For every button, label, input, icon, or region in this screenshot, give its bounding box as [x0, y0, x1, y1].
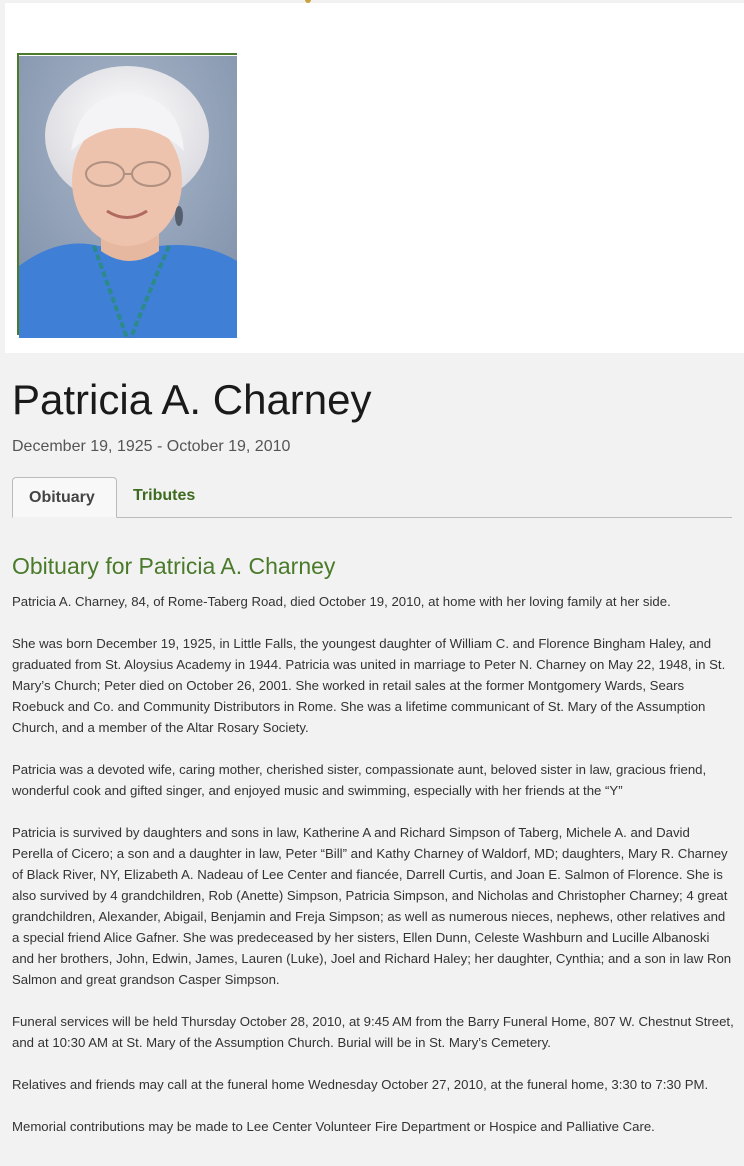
obituary-paragraph: Relatives and friends may call at the funeral home Wednesday October 27, 2010, at the funeral home, 3:30 to 7:30 PM.	[12, 1077, 709, 1092]
person-name: Patricia A. Charney	[12, 376, 372, 423]
obituary-paragraph: Patricia was a devoted wife, caring mother, cherished sister, compassionate aunt, beloved sister in law, gracious friend, wonderful cook and gifted singer, and enjoyed music and swimming, especially with her friends at the “Y”	[12, 762, 707, 798]
portrait-photo	[19, 56, 237, 338]
obituary-paragraph: Memorial contributions may be made to Lee Center Volunteer Fire Department or Hospice and Palliative Care.	[12, 1119, 655, 1134]
tab-tributes[interactable]: Tributes	[133, 487, 196, 504]
tab-obituary[interactable]: Obituary	[12, 477, 117, 518]
obituary-paragraph: Patricia is survived by daughters and sons in law, Katherine A and Richard Simpson of Taberg, Michele A. and David Perella of Cicero; a son and a daughter in law, Peter “Bill” and Kathy Charney of Waldorf, MD; daughters, Mary R. Charney of Black River, NY, Elizabeth A. Nadeau of Lee Center and fiancée, Darrell Curtis, and Joan E. Salmon of Florence. She is also survived by 4 grandchildren, Rob (Anette) Simpson, Patricia Simpson, and Nicholas and Christopher Charney; 4 great grandchildren, Alexander, Abigail, Benjamin and Freja Simpson; as well as numerous nieces, nephews, other relatives and a special friend Alice Gafner. She was predeceased by her sisters, Ellen Dunn, Celeste Washburn and Lucille Albanoski and her brothers, John, Edwin, James, Lauren (Luke), Joel and Richard Haley; her daughter, Cynthia; and a son in law Ron Salmon and great grandson Casper Simpson.	[12, 825, 732, 987]
obituary-text	[12, 591, 734, 1158]
obituary-paragraph: Patricia A. Charney, 84, of Rome-Taberg Road, died October 19, 2010, at home with her loving family at her side.	[12, 594, 671, 609]
life-dates: December 19, 1925 - October 19, 2010	[12, 438, 291, 455]
obituary-heading: Obituary for Patricia A. Charney	[12, 553, 336, 579]
portrait-photo-icon	[19, 56, 237, 338]
obituary-paragraph: Funeral services will be held Thursday October 28, 2010, at 9:45 AM from the Barry Funeral Home, 807 W. Chestnut Street, and at 10:30 AM at St. Mary of the Assumption Church. Burial will be in St. Mary’s Cemetery.	[12, 1014, 734, 1050]
tab-bar	[12, 477, 732, 518]
obituary-paragraph: She was born December 19, 1925, in Little Falls, the youngest daughter of William C. and Florence Bingham Haley, and graduated from St. Aloysius Academy in 1944. Patricia was united in marriage to Peter N. Charney on May 22, 1948, in St. Mary’s Church; Peter died on October 26, 2001. She worked in retail sales at the former Montgomery Wards, Sears Roebuck and Co. and Community Distributors in Rome. She was a lifetime communicant of St. Mary of the Assumption Church, and a member of the Altar Rosary Society.	[12, 636, 726, 735]
